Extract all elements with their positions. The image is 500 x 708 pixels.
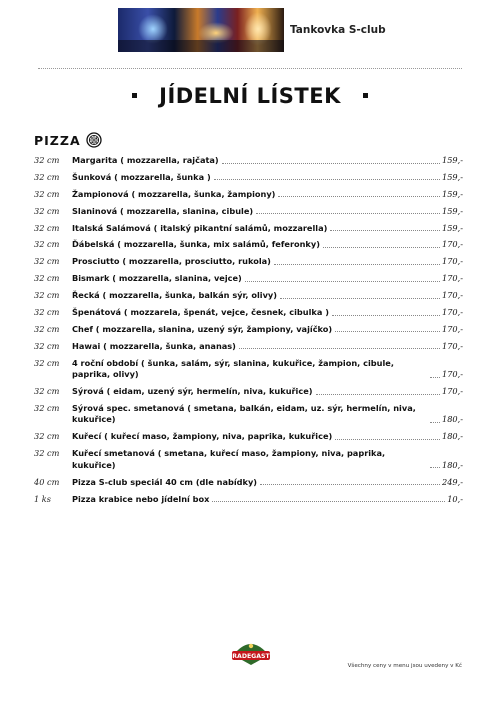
item-description-line [72,307,463,319]
dot-leader [316,394,440,395]
dot-leader [245,281,440,282]
menu-item [34,223,463,235]
menu-item [34,307,463,319]
item-description: Ďábelská ( mozzarella, šunka, mix salámů, feferonky) [72,239,320,250]
menu-item [34,273,463,285]
item-description-line [72,358,463,381]
item-size: 1 ks [34,493,51,504]
dot-leader [430,422,440,423]
item-size: 32 cm [34,222,60,233]
item-size: 32 cm [34,431,60,442]
header-divider [38,68,462,69]
item-size: 32 cm [34,402,60,413]
dot-leader [335,439,440,440]
item-price: 159,- [442,171,463,182]
item-size: 32 cm [34,171,60,182]
dot-leader [330,230,440,231]
item-price: 170,- [442,256,463,267]
menu-item [34,324,463,336]
item-description-line [72,223,463,235]
item-size: 32 cm [34,188,60,199]
item-size: 32 cm [34,290,60,301]
menu-item [34,386,463,398]
item-price: 170,- [442,239,463,250]
item-description: Sýrová ( eidam, uzený sýr, hermelín, niva, kukuřice) [72,386,313,397]
item-price: 159,- [442,222,463,233]
dot-leader [278,196,440,197]
menu-item [34,290,463,302]
item-description: Řecká ( mozzarella, šunka, balkán sýr, olivy) [72,290,277,301]
item-size: 32 cm [34,205,60,216]
item-price: 10,- [447,493,463,504]
dot-leader [212,501,445,502]
dot-leader [256,213,440,214]
logo-text: RADEGAST [232,653,270,660]
item-description-line [72,239,463,251]
menu-item [34,256,463,268]
item-price: 180,- [442,459,463,470]
item-description-line [72,324,463,336]
menu-item [34,477,463,489]
item-description: Slaninová ( mozzarella, slanina, cibule) [72,205,254,216]
page-title-block [0,84,500,108]
item-description: Hawai ( mozzarella, šunka, ananas) [72,340,236,351]
item-size: 32 cm [34,340,60,351]
item-description: Pizza S-club speciál 40 cm (dle nabídky) [72,476,258,487]
item-description-line [72,189,463,201]
item-description: Italská Salámová ( italský pikantní salámů, mozzarella) [72,222,328,233]
item-price: 159,- [442,188,463,199]
item-price: 170,- [442,369,463,380]
item-description: Prosciutto ( mozzarella, prosciutto, rukola) [72,256,271,267]
club-interior-photo [118,8,284,52]
section-title: PIZZA [34,132,81,148]
item-description: Bismark ( mozzarella, slanina, vejce) [72,273,242,284]
item-description-line [72,256,463,268]
item-description-line [72,477,463,489]
section-header [34,132,102,148]
menu-item [34,239,463,251]
pizza-icon [86,132,102,148]
item-description: 4 roční období ( šunka, salám, sýr, slanina, kukuřice, žampion, cibule, paprika, olivy) [72,357,394,380]
page-title: JÍDELNÍ LÍSTEK [159,84,341,108]
item-price: 249,- [442,476,463,487]
item-size: 40 cm [34,476,60,487]
item-size: 32 cm [34,256,60,267]
menu-item [34,494,463,506]
menu-item [34,431,463,443]
item-size: 32 cm [34,448,60,459]
menu-item [34,189,463,201]
dot-leader [430,467,440,468]
club-name: Tankovka S-club [290,24,386,36]
menu-item [34,358,463,381]
dot-leader [260,484,440,485]
item-price: 159,- [442,205,463,216]
dot-leader [274,264,440,265]
item-price: 170,- [442,340,463,351]
item-price: 170,- [442,273,463,284]
item-description-line [72,403,463,426]
item-size: 32 cm [34,273,60,284]
title-bullet-right [363,93,368,98]
menu-item [34,155,463,167]
floor-shadow [118,40,284,52]
item-size: 32 cm [34,357,60,368]
dot-leader [239,348,440,349]
item-price: 170,- [442,290,463,301]
price-note: Všechny ceny v menu jsou uvedeny v Kč [347,663,462,669]
item-description-line [72,155,463,167]
item-description-line [72,341,463,353]
item-description-line [72,494,463,506]
item-size: 32 cm [34,239,60,250]
item-price: 159,- [442,155,463,165]
menu-item [34,341,463,353]
item-description: Kuřecí smetanová ( smetana, kuřecí maso, žampiony, niva, paprika, kukuřice) [72,448,386,470]
item-description-line [72,273,463,285]
menu-item [34,206,463,218]
dot-leader [323,247,440,248]
item-description-line [72,448,463,471]
item-description: Špenátová ( mozzarela, špenát, vejce, česnek, cibulka ) [72,307,329,318]
item-description: Sýrová spec. smetanová ( smetana, balkán, eidam, uz. sýr, hermelín, niva, kukuřice) [72,402,416,425]
item-description: Pizza krabice nebo jídelní box [72,493,210,504]
item-price: 170,- [442,323,463,334]
item-description-line [72,386,463,398]
item-description-line [72,206,463,218]
title-bullet-left [132,93,137,98]
item-price: 170,- [442,386,463,397]
menu-item [34,448,463,471]
item-description-line [72,431,463,443]
item-description-line [72,172,463,184]
item-description: Žampionová ( mozzarella, šunka, žampiony) [72,188,276,199]
radegast-logo [228,640,274,666]
item-price: 170,- [442,307,463,318]
dot-leader [214,179,440,180]
item-size: 32 cm [34,155,60,165]
item-description: Šunková ( mozzarella, šunka ) [72,171,211,182]
menu-items-list [34,155,463,510]
item-size: 32 cm [34,323,60,334]
dot-leader [335,331,440,332]
dot-leader [332,315,440,316]
item-size: 32 cm [34,386,60,397]
item-description: Chef ( mozzarella, slanina, uzený sýr, žampiony, vajíčko) [72,323,333,334]
item-price: 180,- [442,431,463,442]
item-price: 180,- [442,414,463,425]
item-description: Kuřecí ( kuřecí maso, žampiony, niva, paprika, kukuřice) [72,431,333,442]
menu-item [34,403,463,426]
item-description-line [72,290,463,302]
dot-leader [280,298,440,299]
item-size: 32 cm [34,307,60,318]
dot-leader [430,377,440,378]
item-description: Margarita ( mozzarella, rajčata) [72,155,219,165]
menu-item [34,172,463,184]
dot-leader [222,163,440,164]
